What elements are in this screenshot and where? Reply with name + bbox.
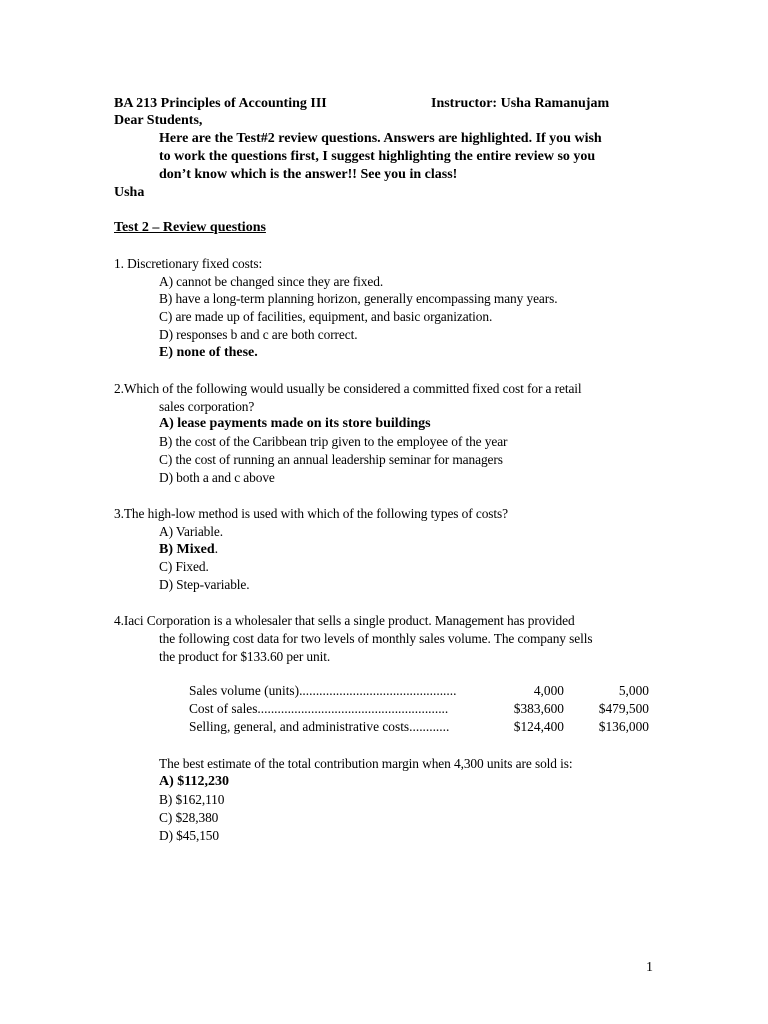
q4-option-a-answer: A) $112,230 — [159, 774, 229, 789]
row-label: Sales volume (units)............................................... — [189, 683, 457, 698]
signoff: Usha — [114, 185, 145, 200]
section-title: Test 2 – Review questions — [114, 220, 266, 235]
intro-line-1: Here are the Test#2 review questions. Answers are highlighted. If you wish — [159, 131, 602, 146]
q4-option-b: B) $162,110 — [159, 792, 225, 807]
q3-option-d: D) Step-variable. — [159, 577, 250, 592]
q4-option-d: D) $45,150 — [159, 828, 219, 843]
q2-option-a-answer: A) lease payments made on its store buildings — [159, 416, 431, 431]
question-4-text-1: 4.Iaci Corporation is a wholesaler that sells a single product. Management has provided — [114, 613, 575, 628]
question-2-text-2: sales corporation? — [159, 399, 255, 414]
value-4000-units: $383,600 — [513, 701, 564, 716]
table-row — [189, 700, 649, 718]
value-5000-units: $479,500 — [598, 701, 649, 716]
intro-line-3: don’t know which is the answer!! See you in class! — [159, 167, 458, 182]
question-4-text-2: the following cost data for two levels of monthly sales volume. The company sells — [159, 631, 593, 646]
row-label: Cost of sales......................................................... — [189, 701, 449, 716]
q3-option-b-period: . — [214, 542, 219, 557]
question-4-prompt: The best estimate of the total contribution margin when 4,300 units are sold is: — [159, 756, 573, 771]
q2-option-c: C) the cost of running an annual leadership seminar for managers — [159, 452, 503, 467]
row-label: Selling, general, and administrative costs............ — [189, 719, 450, 734]
instructor-name: Instructor: Usha Ramanujam — [431, 96, 610, 111]
q2-option-d: D) both a and c above — [159, 470, 275, 485]
page-number: 1 — [646, 960, 653, 975]
q3-option-c: C) Fixed. — [159, 559, 209, 574]
value-4000-units: 4,000 — [533, 683, 564, 698]
q1-option-c: C) are made up of facilities, equipment, and basic organization. — [159, 309, 493, 324]
q1-option-e-answer: E) none of these. — [159, 345, 258, 360]
course-title: BA 213 Principles of Accounting III — [114, 96, 327, 111]
question-1-text: 1. Discretionary fixed costs: — [114, 256, 263, 271]
q4-option-c: C) $28,380 — [159, 810, 219, 825]
q1-option-b: B) have a long-term planning horizon, generally encompassing many years. — [159, 291, 558, 306]
q1-option-a: A) cannot be changed since they are fixed. — [159, 274, 384, 289]
q3-option-b-line — [159, 541, 218, 559]
value-4000-units: $124,400 — [513, 719, 564, 734]
intro-line-2: to work the questions first, I suggest highlighting the entire review so you — [159, 149, 596, 164]
q3-option-b-answer: B) Mixed — [159, 542, 215, 557]
question-2-text-1: 2.Which of the following would usually be considered a committed fixed cost for a retail — [114, 381, 582, 396]
value-5000-units: 5,000 — [618, 683, 649, 698]
value-5000-units: $136,000 — [598, 719, 649, 734]
table-row — [189, 682, 649, 700]
cost-data-table — [189, 682, 649, 736]
q1-option-d: D) responses b and c are both correct. — [159, 327, 358, 342]
q2-option-b: B) the cost of the Caribbean trip given to the employee of the year — [159, 434, 508, 449]
question-4-text-3: the product for $133.60 per unit. — [159, 649, 331, 664]
q3-option-a: A) Variable. — [159, 524, 223, 539]
question-3-text: 3.The high-low method is used with which of the following types of costs? — [114, 506, 508, 521]
greeting: Dear Students, — [114, 113, 203, 128]
table-row — [189, 718, 649, 736]
